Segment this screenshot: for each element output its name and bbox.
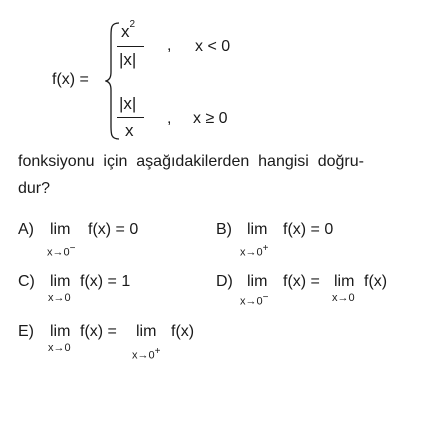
option-d-subscript: x→0− [240, 292, 269, 308]
case2-fraction-bar [117, 117, 144, 118]
option-a-lim: lim [50, 221, 71, 238]
option-c-expr: f(x) = 1 [80, 273, 131, 290]
case2-denominator: x [125, 121, 134, 140]
question-line-2: dur? [18, 180, 51, 197]
case2-numerator: |x| [119, 94, 137, 113]
case1-separator: , [167, 37, 172, 54]
option-c-lim: lim [50, 273, 71, 290]
option-d-expr-2: f(x) [364, 273, 388, 290]
function-lhs: f(x) = [52, 71, 89, 88]
case2-separator: , [167, 110, 172, 127]
option-e-label[interactable]: E) [18, 323, 34, 340]
question-line-1: fonksiyonu için aşağıdakilerden hangisi doğru- [18, 153, 364, 170]
option-d-subscript-2: x→0 [332, 292, 355, 304]
left-brace [105, 22, 121, 140]
option-b-lim: lim [247, 221, 268, 238]
case1-exponent: 2 [129, 19, 136, 31]
option-d-label[interactable]: D) [216, 273, 233, 290]
option-a-label[interactable]: A) [18, 221, 34, 238]
option-d-expr: f(x) = [283, 273, 320, 290]
option-b-expr: f(x) = 0 [283, 221, 334, 238]
option-a-expr: f(x) = 0 [88, 221, 139, 238]
option-e-expr: f(x) = [80, 323, 117, 340]
case1-denominator: |x| [119, 50, 137, 69]
option-a-subscript: x→0− [47, 243, 76, 259]
option-e-lim-2: lim [136, 323, 157, 340]
option-b-label[interactable]: B) [216, 221, 232, 238]
option-e-lim: lim [50, 323, 71, 340]
case1-numerator: $x^2$ [121, 19, 136, 41]
option-d-lim: lim [247, 273, 268, 290]
case2-condition: x ≥ 0 [193, 110, 228, 127]
option-e-expr-2: f(x) [171, 323, 195, 340]
option-c-label[interactable]: C) [18, 273, 35, 290]
option-b-subscript: x→0+ [240, 243, 269, 259]
option-e-subscript-2: x→0+ [132, 346, 161, 362]
case1-fraction-bar [117, 46, 144, 47]
case1-condition: x < 0 [195, 38, 231, 55]
option-e-subscript: x→0 [48, 342, 71, 354]
option-d-lim-2: lim [334, 273, 355, 290]
option-c-subscript: x→0 [48, 292, 71, 304]
